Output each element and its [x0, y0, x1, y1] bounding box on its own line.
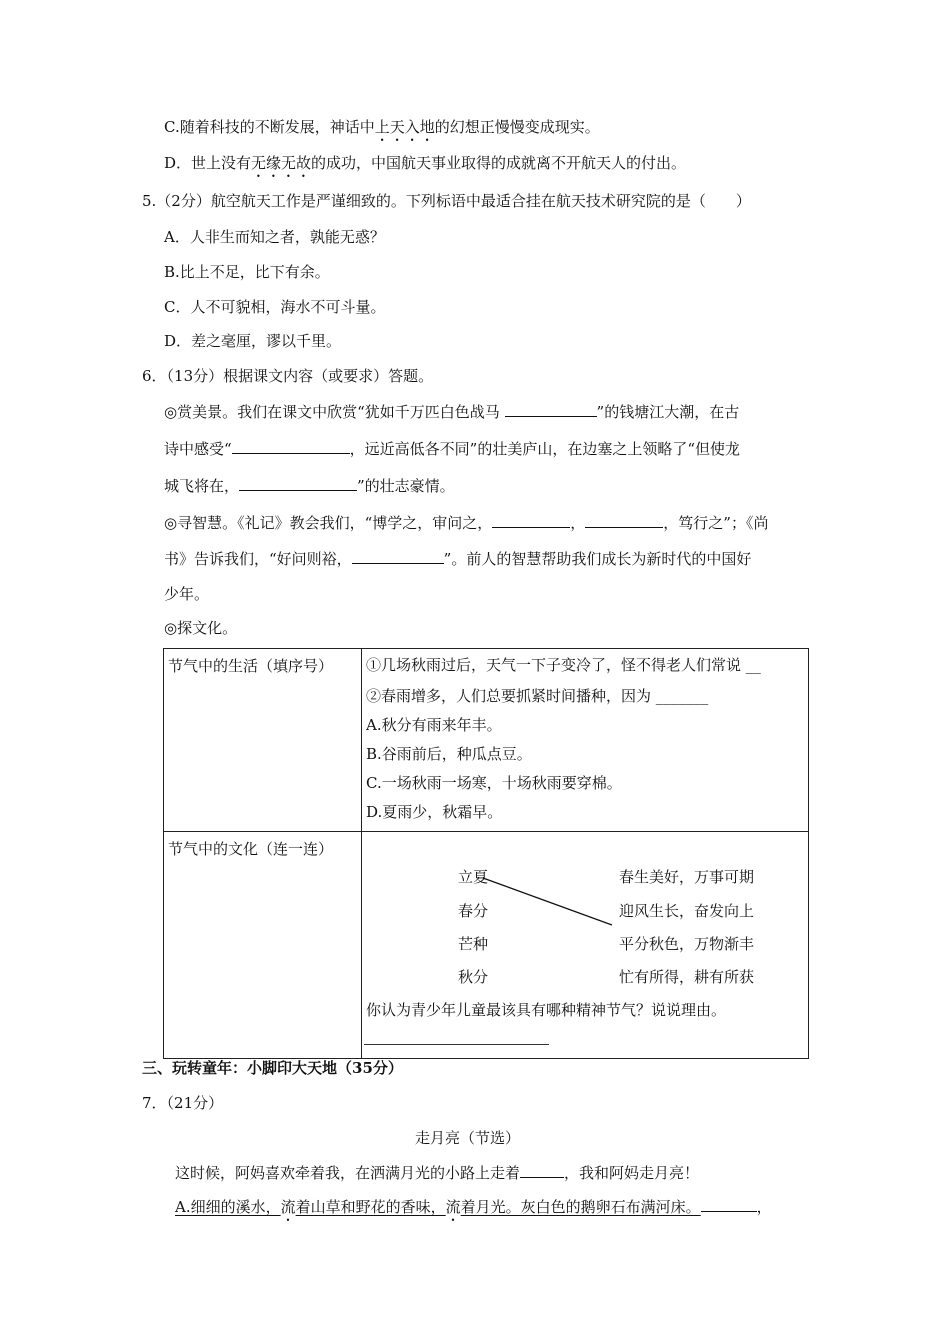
- scenery-line-2: [164, 438, 740, 459]
- row-label-life: 节气中的生活（填序号）: [164, 649, 362, 832]
- option-text: 的幻想正慢慢变成现实。: [434, 118, 600, 136]
- text: 诗中感受“: [164, 440, 232, 458]
- underlined-text: A.细细的溪水，: [175, 1198, 281, 1216]
- q7-stem: 7．（21分）: [142, 1094, 224, 1112]
- meaning-2[interactable]: 迎风生长，奋发向上: [619, 902, 755, 920]
- emphasized-char: 流: [280, 1198, 296, 1216]
- q6-stem: 6．（13分）根据课文内容（或要求）答题。: [142, 367, 434, 385]
- term-mangzhong[interactable]: 芒种: [458, 935, 489, 953]
- term-lixia[interactable]: 立夏: [458, 868, 489, 886]
- fill-blank[interactable]: [239, 475, 357, 491]
- text: 书》告诉我们，“好问则裕，: [164, 550, 352, 568]
- meaning-4[interactable]: 忙有所得，耕有所获: [619, 968, 755, 986]
- answer-blank[interactable]: [364, 1044, 549, 1045]
- fill-blank[interactable]: [492, 512, 570, 528]
- term-chunfen[interactable]: 春分: [458, 902, 489, 920]
- text: ”。前人的智慧帮助我们成长为新时代的中国好: [443, 550, 752, 568]
- text: ，: [756, 1198, 772, 1216]
- option-text: C.随着科技的不断发展，神话中: [164, 118, 375, 136]
- row-content-life: [362, 649, 809, 832]
- text: 城飞将在，: [164, 477, 240, 495]
- text: ”的钱塘江大潮，在古: [596, 403, 740, 421]
- q5-option-a: A．人非生而知之者，孰能无惑？: [164, 228, 385, 246]
- proverb-option-a: A.秋分有雨来年丰。: [366, 716, 502, 734]
- reflection-question: 你认为青少年儿童最该具有哪种精神节气？说说理由。: [366, 1001, 727, 1019]
- table-row-culture: [164, 832, 809, 1059]
- fill-sentence-1[interactable]: ①几场秋雨过后，天气一下子变冷了，怪不得老人们常说 __: [366, 656, 761, 674]
- q5-option-d: D．差之毫厘，谬以千里。: [164, 332, 342, 350]
- culture-title: ◎探文化。: [164, 619, 238, 637]
- underlined-text: 着山草和野花的香味，: [295, 1198, 446, 1216]
- q5-stem: 5.（2分）航空航天工作是严谨细致的。下列标语中最适合挂在航天技术研究院的是（ ）: [142, 192, 751, 210]
- wisdom-line-3: 少年。: [164, 585, 210, 603]
- row-content-culture: [362, 832, 809, 1059]
- text: ，远近高低各不同”的壮美庐山，在边塞之上领略了“但使龙: [349, 440, 741, 458]
- text: ，笃行之”；《尚: [663, 514, 769, 532]
- section-3-title: 三、玩转童年：小脚印大天地（35分）: [142, 1059, 403, 1077]
- fill-blank[interactable]: [352, 548, 444, 564]
- wisdom-line-1: [164, 512, 768, 533]
- emphasized-char: 流: [445, 1198, 461, 1216]
- q5-option-b: B.比上不足，比下有余。: [164, 263, 330, 281]
- wisdom-line-2: [164, 548, 751, 569]
- proverb-option-b: B.谷雨前后，种瓜点豆。: [366, 745, 532, 763]
- fill-blank[interactable]: [585, 512, 663, 528]
- passage-title: 走月亮（节选）: [415, 1129, 521, 1147]
- row-label-culture: 节气中的文化（连一连）: [164, 832, 362, 1059]
- option-text: D．世上没有: [164, 154, 252, 172]
- fill-sentence-2[interactable]: ②春雨增多，人们总要抓紧时间播种，因为 _______: [366, 687, 709, 705]
- proverb-option-d: D.夏雨少，秋霜早。: [366, 803, 503, 821]
- fill-blank[interactable]: [701, 1196, 757, 1212]
- fill-blank[interactable]: [505, 401, 597, 417]
- fill-blank[interactable]: [232, 438, 350, 454]
- meaning-1[interactable]: 春生美好，万事可期: [619, 868, 755, 886]
- scenery-line-1: [164, 401, 739, 422]
- text: ◎赏美景。我们在课文中欣赏“犹如千万匹白色战马: [164, 403, 505, 421]
- q4-option-d: [164, 153, 686, 181]
- scenery-line-3: [164, 475, 455, 496]
- underlined-text: 着月光。灰白色的鹅卵石布满河床。: [460, 1198, 701, 1216]
- emphasized-phrase: 无缘无故: [251, 154, 312, 172]
- matching-area: [362, 832, 808, 1058]
- text: ◎寻智慧。《礼记》教会我们，“博学之，审问之，: [164, 514, 493, 532]
- option-text: 的成功，中国航天事业取得的成就离不开航天人的付出。: [311, 154, 687, 172]
- table-row-life: [164, 649, 809, 832]
- text: ，我和阿妈走月亮！: [564, 1164, 700, 1182]
- meaning-3[interactable]: 平分秋色，万物渐丰: [619, 935, 755, 953]
- emphasized-phrase: 上天入地: [374, 118, 435, 136]
- text: ，: [570, 514, 586, 532]
- passage-paragraph-2: [175, 1196, 772, 1225]
- fill-blank[interactable]: [520, 1162, 564, 1178]
- passage-paragraph-1: [175, 1162, 699, 1183]
- text: 这时候，阿妈喜欢牵着我，在洒满月光的小路上走着: [175, 1164, 521, 1182]
- text: ”的壮志豪情。: [357, 477, 455, 495]
- term-qiufen[interactable]: 秋分: [458, 968, 489, 986]
- solar-terms-table: [163, 648, 809, 1059]
- proverb-option-c: C.一场秋雨一场寒，十场秋雨要穿棉。: [366, 774, 622, 792]
- q4-option-c: [164, 117, 600, 145]
- q5-option-c: C．人不可貌相，海水不可斗量。: [164, 298, 386, 316]
